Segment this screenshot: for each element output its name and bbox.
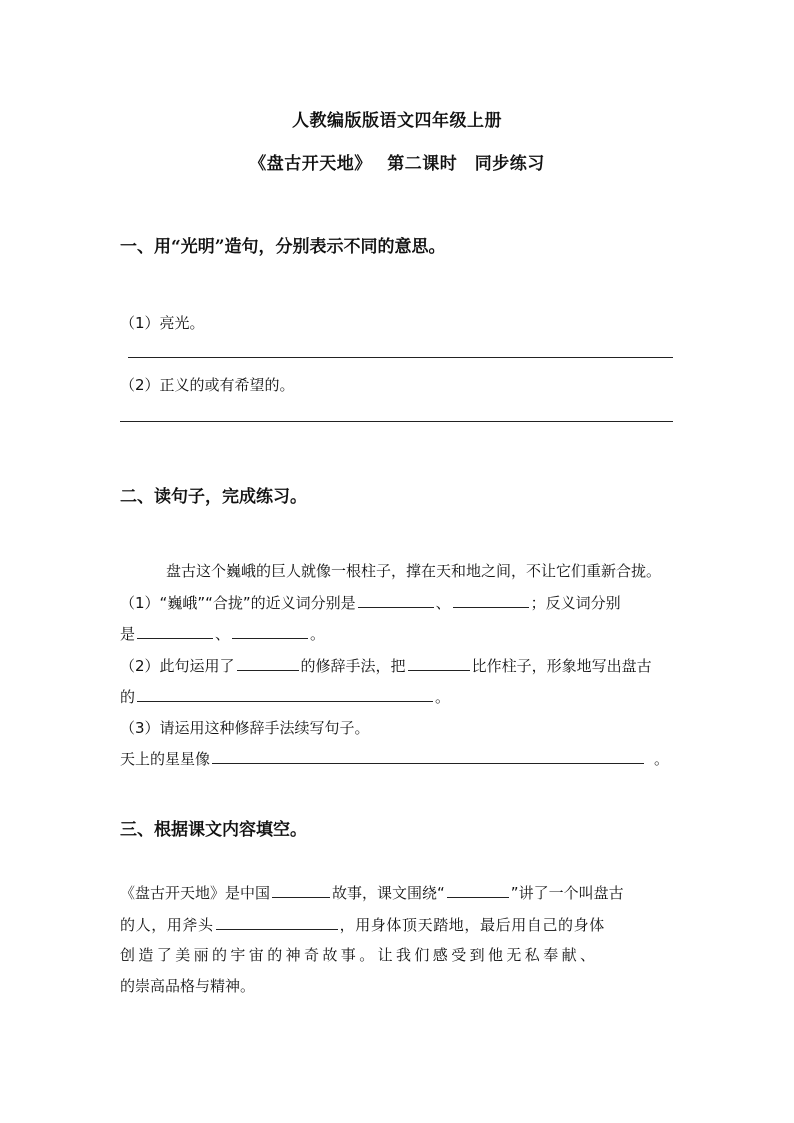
question-1-text: （1）“巍峨”“合拢”的近义词分别是 xyxy=(120,594,356,612)
separator: 、 xyxy=(435,594,451,612)
question-1-text-b: ；反义词分别 xyxy=(530,594,621,612)
blank-antonym-1[interactable] xyxy=(137,624,213,639)
blank-story-type[interactable] xyxy=(272,883,330,898)
blank-synonym-1[interactable] xyxy=(358,593,434,608)
question-2-text-d: 的 xyxy=(120,688,136,706)
section1-item1: （1）亮光。 xyxy=(120,314,205,332)
section2-heading: 二、读句子，完成练习。 xyxy=(120,487,307,507)
question-2-text: （2）此句运用了 xyxy=(120,657,235,675)
blank-continuation[interactable] xyxy=(212,749,644,764)
separator: 、 xyxy=(215,625,231,643)
section1-heading: 一、用“光明”造句，分别表示不同的意思。 xyxy=(120,237,446,257)
page-title: 人教编版版语文四年级上册 xyxy=(292,111,502,131)
section3-text-e: ，用身体顶天踏地，最后用自己的身体 xyxy=(339,916,605,934)
section3-heading: 三、根据课文内容填空。 xyxy=(120,820,307,840)
section3-line1 xyxy=(120,882,624,903)
section3-text-c: ”讲了一个叫盘古 xyxy=(510,884,624,902)
blank-theme[interactable] xyxy=(447,883,509,898)
question-2-line2 xyxy=(120,686,450,707)
question-2-text-b: 的修辞手法，把 xyxy=(300,657,406,675)
question-1-line2 xyxy=(120,623,325,644)
blank-rhetoric[interactable] xyxy=(237,656,299,671)
answer-line-2[interactable] xyxy=(120,421,673,422)
blank-object[interactable] xyxy=(408,656,470,671)
question-2-line1 xyxy=(120,655,652,676)
section3-line3: 创造了美丽的宇宙的神奇故事。让我们感受到他无私奉献、 xyxy=(120,946,599,964)
section3-line2 xyxy=(120,914,605,935)
blank-description[interactable] xyxy=(137,687,433,702)
section3-text-a: 《盘古开天地》是中国 xyxy=(120,884,271,902)
question-3-start: 天上的星星像 xyxy=(120,750,211,768)
section3-line4: 的崇高品格与精神。 xyxy=(120,977,256,995)
answer-line-1[interactable] xyxy=(128,357,673,358)
blank-antonym-2[interactable] xyxy=(232,624,308,639)
question-2-text-c: 比作柱子，形象地写出盘古 xyxy=(471,657,652,675)
blank-axe-action[interactable] xyxy=(216,915,338,930)
section1-item2: （2）正义的或有希望的。 xyxy=(120,376,295,394)
question-1-end: 。 xyxy=(310,625,326,643)
question-3-answer xyxy=(120,748,669,769)
section2-passage: 盘古这个巍峨的巨人就像一根柱子，撑在天和地之间，不让它们重新合拢。 xyxy=(166,562,662,580)
page-subtitle: 《盘古开天地》 第二课时 同步练习 xyxy=(249,154,545,174)
question-2-end: 。 xyxy=(435,688,451,706)
question-3: （3）请运用这种修辞手法续写句子。 xyxy=(120,719,370,737)
section3-text-d: 的人，用斧头 xyxy=(120,916,214,934)
question-1-line1 xyxy=(120,592,621,613)
question-1-text-c: 是 xyxy=(120,625,136,643)
blank-synonym-2[interactable] xyxy=(453,593,529,608)
section3-text-b: 故事，课文围绕“ xyxy=(332,884,445,902)
question-3-end: 。 xyxy=(654,750,670,768)
